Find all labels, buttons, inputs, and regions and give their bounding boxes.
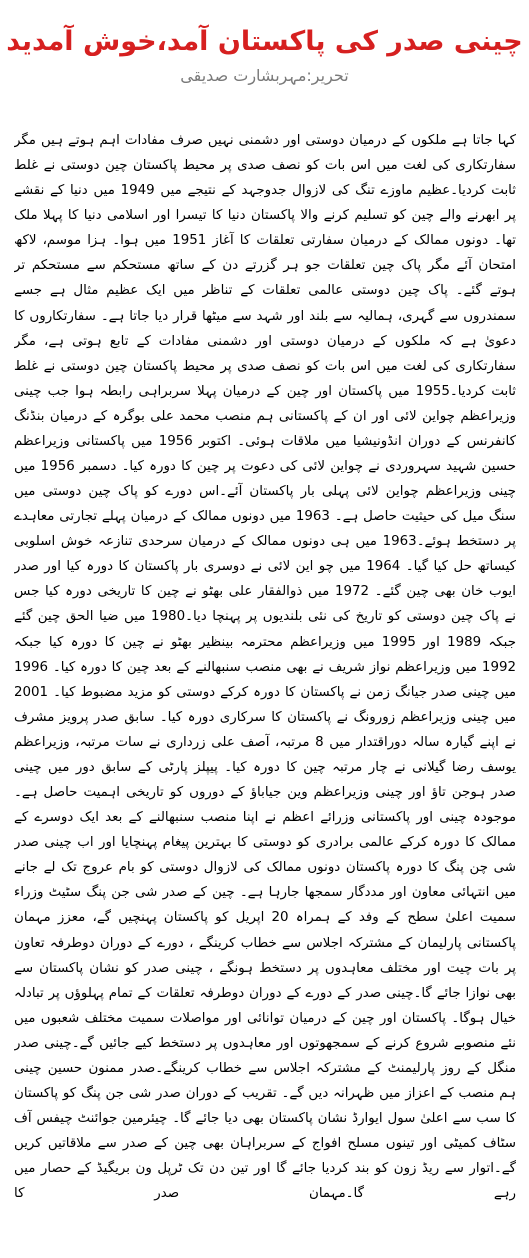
- article-title: چینی صدر کی پاکستان آمد،خوش آمدید: [6, 26, 523, 57]
- article-body: کہا جاتا ہے ملکوں کے درمیان دوستی اور دشمنی نہیں صرف مفادات اہم ہوتے ہیں مگر سفارتکاری کی لغت میں اس بات کو نصف صدی پر محیط پاکستان چین دوستی نے غلط ثابت کردیا۔عظیم ماوزے تنگ کی لازوال جدوجہد کے نتیجے میں 1949 میں دنیا کے نقشے پر ابھرنے والے چین کو تسلیم کرنے والا پاکستان دنیا کا تیسرا اور اسلامی دنیا کا پہلا ملک تھا۔ دونوں ممالک کے درمیان سفارتی تعلقات کا آغاز 1951 میں ہوا۔ ہزا موسم، لاکھ امتحان آئے مگر پاک چین تعلقات جو ہر گزرتے دن کے ساتھ مستحکم سے مستحکم تر ہوتے گئے۔ پاک چین دوستی عالمی تعلقات کے تناظر میں ایک عظیم مثال ہے جسے سمندروں سے گہری، ہمالیہ سے بلند اور شہد سے میٹھا قرار دیا جاتا ہے۔ سفارتکاروں کا دعویٰ ہے کہ ملکوں کے درمیان دوستی اور دشمنی مفادات کے تابع ہوتی ہے، مگر سفارتکاری کی لغت میں اس بات کو نصف صدی پر محیط پاکستان چین دوستی نے غلط ثابت کردیا۔1955 میں پاکستان اور چین کے درمیان پہلا سربراہی رابطہ ہوا جب چینی وزیراعظم چواین لائی اور ان کے پاکستانی ہم منصب محمد علی بوگرہ کے درمیان بنڈنگ کانفرنس کے دوران انڈونیشیا میں ملاقات ہوئی۔ اکتوبر 1956 میں پاکستانی وزیراعظم حسین شہید سہروردی نے چواین لائی کی دعوت پر چین کا دورہ کیا۔ دسمبر 1956 میں چینی وزیراعظم چواین لائی پہلی بار پاکستان آئے۔اس دورے کو پاک چین دوستی میں سنگ میل کی حیثیت حاصل ہے۔ 1963 میں دونوں ممالک کے درمیان پہلے تجارتی معاہدے پر دستخط ہوئے۔1963 میں ہی دونوں ممالک کے درمیان سرحدی تنازعہ خوش اسلوبی کیساتھ حل کیا گیا۔ 1964 میں چو این لائی نے دوسری بار پاکستان کا دورہ کیا اور صدر ایوب خان بھی چین گئے۔ 1972 میں ذوالفقار علی بھٹو نے چین کا تاریخی دورہ کیا جس نے پاک چین دوستی کو تاریخ کی نئی بلندیوں پر پہنچا دیا۔1980 میں ضیا الحق چین گئے جبکہ 1989 اور 1995 میں وزیراعظم محترمہ بینظیر بھٹو نے چین کا دورہ کیا جبکہ 1992 میں وزیراعظم نواز شریف نے بھی منصب سنبھالنے کے بعد چین کا دورہ کیا۔ 1996 میں چینی صدر جیانگ زمن نے پاکستان کا دورہ کرکے دوستی کو مزید مضبوط کیا۔ 2001 میں چینی وزیراعظم زورونگ نے پاکستان کا سرکاری دورہ کیا۔ سابق صدر پرویز مشرف نے اپنے گیارہ سالہ دوراقتدار میں 8 مرتبہ، آصف علی زرداری نے سات مرتبہ، وزیراعظم یوسف رضا گیلانی نے چار مرتبہ چین کا دورہ کیا۔ پیپلز پارٹی کے سابق دور میں چینی صدر ہوجن تاؤ اور چینی وزیراعظم وین جیاباؤ کے دوروں کو تاریخی اہمیت حاصل ہے۔ موجودہ چینی اور پاکستانی وزرائے اعظم نے اپنا منصب سنبھالنے کے بعد ایک دوسرے کے ممالک کا دورہ کرکے عالمی برادری کو دوستی کا بہترین پیغام پہنچایا اور اب چینی صدر شی چن پنگ کا دورہ پاکستان دونوں ممالک کی لازوال دوستی کو بام عروج تک لے جانے میں انتہائی معاون اور مددگار سمجھا جارہا ہے۔ چین کے صدر شی جن پنگ سٹیٹ وزراء سمیت اعلیٰ سطح کے وفد کے ہمراہ 20 اپریل کو پاکستان پہنچیں گے، معزز مہمان پاکستانی پارلیمان کے مشترکہ اجلاس سے خطاب کرینگے ، دورے کے دوران دوطرفہ تعاون پر بات چیت اور مختلف معاہدوں پر دستخط ہونگے ، چینی صدر کو نشان پاکستان سے بھی نوازا جائے گا۔چینی صدر کے دورے کے دوران دوطرفہ تعلقات کے تمام پہلوؤں پر تبادلہ خیال ہوگا۔ پاکستان اور چین کے درمیان توانائی اور مواصلات سمیت مختلف شعبوں میں نئے منصوبے شروع کرنے کے سمجھوتوں اور معاہدوں پر دستخط کیے جائیں گے۔چینی صدر منگل کے روز پارلیمنٹ کے مشترکہ اجلاس سے خطاب کرینگے۔صدر ممنون حسین چینی ہم منصب کے اعزاز میں ظہرانہ دیں گے۔ تقریب کے دوران صدر شی جن پنگ کو پاکستان کا سب سے اعلیٰ سول ایوارڈ نشان پاکستان بھی دیا جائے گا۔ چیئرمین جوائنٹ چیفس آف سٹاف کمیٹی اور تینوں مسلح افواج کے سربراہان بھی چین کے صدر سے ملاقاتیں کریں گے۔اتوار سے ریڈ زون کو بند کردیا جائے گا اور تین دن تک ٹرپل ون بریگیڈ کے حصار میں رہے گا۔مہمان صدر کا: [14, 133, 516, 1202]
- article-byline: تحریر:مہربشارت صدیقی: [180, 66, 349, 85]
